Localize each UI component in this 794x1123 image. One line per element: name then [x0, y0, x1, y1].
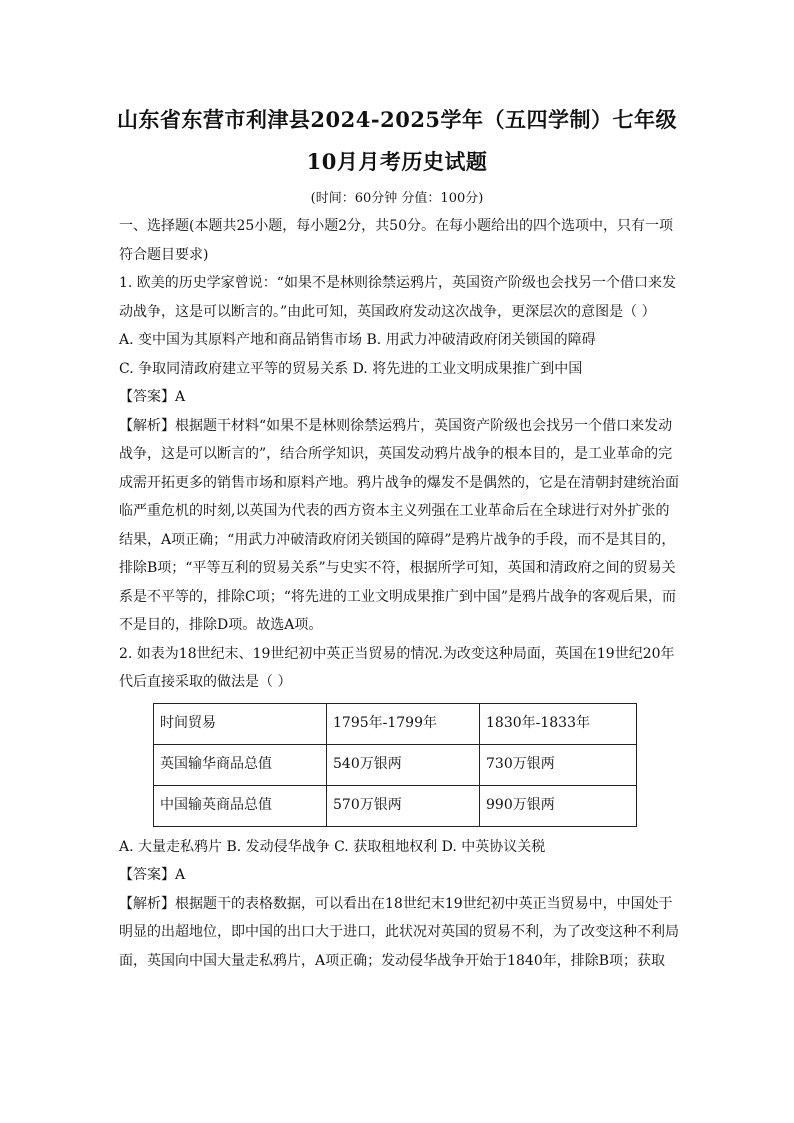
table-cell: 1795年-1799年 — [327, 703, 480, 744]
table-cell: 540万银两 — [327, 744, 480, 785]
trade-table — [153, 703, 637, 827]
section-heading: 一、选择题(本题共25小题，每小题2分，共50分。在每小题给出的四个选项中，只有一项符合题目要求) — [119, 218, 673, 263]
question-1-stem: 1. 欧美的历史学家曾说：“如果不是林则徐禁运鸦片，英国资产阶级也会找另一个借口来发动战争，这是可以断言的。”由此可知，英国政府发动这次战争，更深层次的意图是（ ） — [119, 275, 676, 320]
question-1-options-cd: C. 争取同清政府建立平等的贸易关系 D. 将先进的工业文明成果推广到中国 — [119, 360, 583, 377]
exam-info: (时间：60分钟 分值：100分) — [310, 191, 484, 206]
question-2-stem: 2. 如表为18世纪末、19世纪初中英正当贸易的情况.为改变这种局面，英国在19世纪20年代后直接采取的做法是（ ） — [119, 645, 675, 690]
question-2-options: A. 大量走私鸦片 B. 发动侵华战争 C. 获取租地权利 D. 中英协议关税 — [119, 838, 546, 855]
title-line-1: 山东省东营市利津县2024-2025学年（五四学制）七年级 — [116, 107, 678, 132]
table-row — [154, 744, 637, 785]
question-2-analysis: 【解析】根据题干的表格数据，可以看出在18世纪末19世纪初中英正当贸易中，中国处于明显的出超地位，即中国的出口大于进口，此状况对英国的贸易不利，为了改变这种不利局面，英国向中国大量走私鸦片，A项正确；发动侵华战争开始于1840年，排除B项；获取 — [119, 895, 679, 969]
table-cell: 990万银两 — [480, 785, 637, 826]
table-cell: 1830年-1833年 — [480, 703, 637, 744]
table-row — [154, 785, 637, 826]
question-1-options-ab: A. 变中国为其原料产地和商品销售市场 B. 用武力冲破清政府闭关锁国的障碍 — [119, 332, 596, 348]
table-header-row — [154, 703, 637, 744]
table-cell: 英国输华商品总值 — [154, 744, 327, 785]
table-cell: 730万银两 — [480, 744, 637, 785]
table-cell: 中国输英商品总值 — [154, 785, 327, 826]
title-line-2: 10月月考历史试题 — [306, 149, 488, 174]
question-1-answer: 【答案】A — [119, 389, 186, 405]
document-body — [119, 212, 679, 975]
table-cell: 时间贸易 — [154, 703, 327, 744]
table-cell: 570万银两 — [327, 785, 480, 826]
question-1-analysis: 【解析】根据题干材料“如果不是林则徐禁运鸦片，英国资产阶级也会找另一个借口来发动战争，这是可以断言的”，结合所学知识，英国发动鸦片战争的根本目的，是工业革命的完成需开拓更多的销售市场和原料产地。鸦片战争的爆发不是偶然的，它是在清朝封建统治面临严重危机的时刻,以英国为代表的西方资本主义列强在工业革命后在全球进行对外扩张的结果，A项正确；“用武力冲破清政府闭关锁国的障碍”是鸦片战争的手段，而不是其目的，排除B项；“平等互利的贸易关系”与史实不符，根据所学可知，英国和清政府之间的贸易关系是不平等的，排除C项；“将先进的工业文明成果推广到中国”是鸦片战争的客观后果，而不是目的，排除D项。故选A项。 — [119, 417, 679, 633]
question-2-answer: 【答案】A — [119, 867, 186, 883]
